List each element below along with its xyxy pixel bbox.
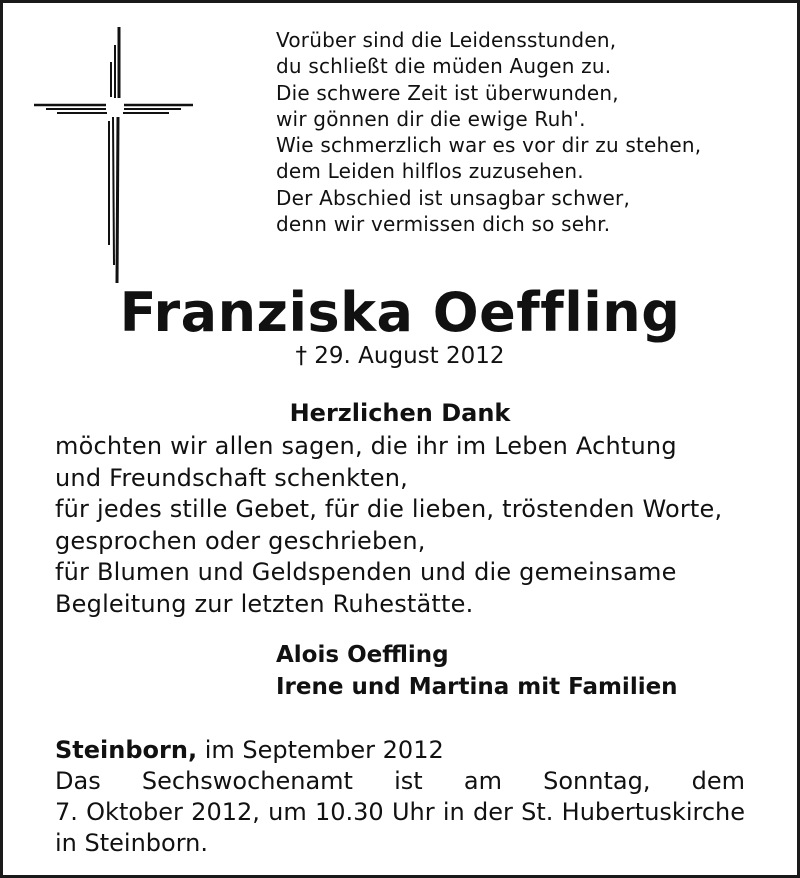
death-date: † 29. August 2012: [295, 343, 505, 369]
body-line: gesprochen oder geschrieben,: [55, 526, 426, 555]
poem-line: Wie schmerzlich war es vor dir zu stehen,: [276, 133, 702, 158]
footer-line: Das Sechswochenamt ist am Sonntag, dem: [55, 767, 745, 795]
body-line: für jedes stille Gebet, für die lieben, tröstenden Worte,: [55, 495, 723, 523]
body-line: möchten wir allen sagen, die ihr im Leben Achtung: [55, 432, 677, 460]
place: Steinborn,: [55, 736, 198, 764]
footer-line: in Steinborn.: [55, 829, 208, 857]
place-date: im September 2012: [197, 736, 444, 764]
body-line: für Blumen und Geldspenden und die gemeinsame: [55, 558, 677, 586]
footer-line: 7. Oktober 2012, um 10.30 Uhr in der St. Hubertuskirche: [55, 798, 745, 826]
deceased-name: Franziska Oeffling: [119, 281, 681, 344]
thanks-heading: Herzlichen Dank: [289, 399, 511, 427]
poem-line: Vorüber sind die Leidensstunden,: [276, 28, 617, 52]
thanks-body: [55, 431, 722, 620]
poem-line: du schließt die müden Augen zu.: [276, 54, 612, 79]
body-line: Begleitung zur letzten Ruhestätte.: [55, 589, 474, 618]
poem-line: wir gönnen dir die ewige Ruh'.: [276, 106, 586, 131]
poem-line: denn wir vermissen dich so sehr.: [276, 212, 611, 237]
footer: [55, 735, 745, 859]
signatory: Irene und Martina mit Familien: [276, 674, 678, 700]
signatories: [276, 639, 678, 703]
signatory: Alois Oeffling: [276, 642, 449, 668]
poem-line: Der Abschied ist unsagbar schwer,: [276, 185, 631, 210]
cross-icon: [31, 25, 196, 287]
poem: [276, 27, 701, 237]
poem-line: dem Leiden hilflos zuzusehen.: [276, 159, 584, 184]
poem-line: Die schwere Zeit ist überwunden,: [276, 80, 619, 105]
place-date-line: [55, 735, 745, 766]
body-line: und Freundschaft schenkten,: [55, 463, 408, 492]
